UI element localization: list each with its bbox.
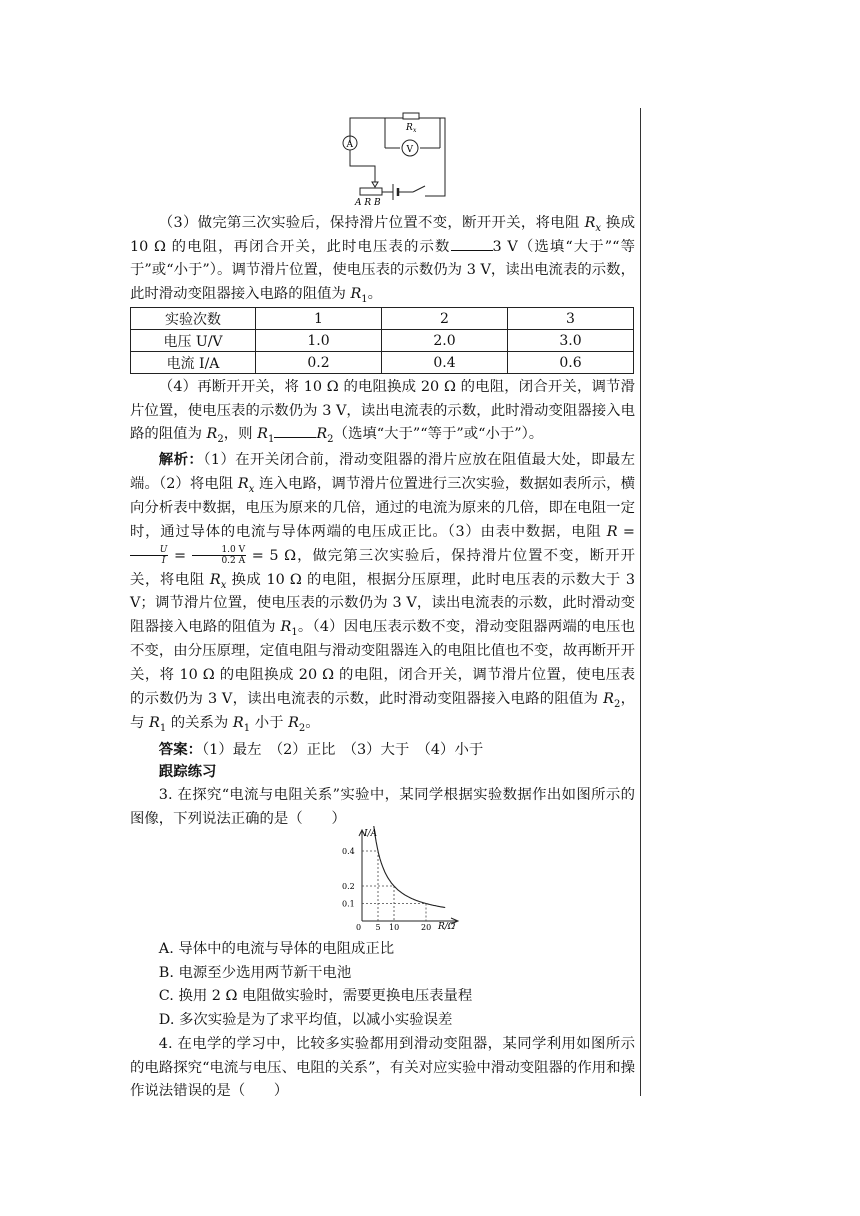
answer-line <box>130 738 635 763</box>
x-axis-label: R/Ω <box>438 922 456 932</box>
rheostat-label: A R B <box>355 198 381 206</box>
table-header-cell: 2 <box>382 308 508 330</box>
table-row <box>131 330 634 352</box>
table-cell: 3.0 <box>508 330 634 352</box>
table-header-cell: 1 <box>256 308 382 330</box>
y-tick-label: 0.4 <box>342 847 355 856</box>
option-b[interactable]: B. 电源至少选用两节新干电池 <box>158 964 352 981</box>
answer-blank[interactable] <box>451 236 493 251</box>
ammeter-label: A <box>346 140 353 150</box>
page-divider-line <box>640 108 641 1096</box>
q3-part4-paragraph: （4）再断开开关，将 10 Ω 的电阻换成 20 Ω 的电阻，闭合开关，调节滑片位置，使电压表的示数仍为 3 V，读出电流表的示数，此时滑动变阻器接入电路的阻值为 $R_2$，则 $R_1$ $R_2$（选填“大于”“等于”或“小于”）。 <box>130 379 635 445</box>
option-d[interactable]: D. 多次实验是为了求平均值，以减小实验误差 <box>158 1011 453 1028</box>
rx-label: R <box>406 123 413 133</box>
analysis-paragraph: 解析：（1）在开关闭合前，滑动变阻器的滑片应放在阻值最大处，即最左端。（2）将电阻 $R_x$ 连入电路，调节滑片位置进行三次实验，数据如表所示，横向分析表中数据，电压为原来的几倍，通过的电流为原来的几倍，即在电阻一定时，通过导体的电流与导体两端的电压成正比。（3）由表中数据，电阻 R = $\frac{U}{I}$ = $\frac{1.0 V}{0.2 A}$ = 5 Ω，做完第三次实验后，保持滑片位置不变，断开开关，将电阻 $R_x$ 换成 10 Ω 的电阻，根据分压原理，此时电压表的示数大于 3 V；调节滑片位置，使电压表的示数仍为 3 V，读出电流表的示数，此时滑动变阻器接入电路的阻值为 $R_1$。（4）因电压表示数不变，滑动变阻器两端的电压也不变，由分压原理，定值电阻与滑动变阻器连入的电阻比值也不变，故再断开开关，将 10 Ω 的电阻换成 20 Ω 的电阻，闭合开关，调节滑片位置，使电压表的示数仍为 3 V，读出电流表的示数，此时滑动变阻器接入电路的阻值为 $R_2$，与 $R_1$ 的关系为 $R_1$ 小于 $R_2$。 <box>130 451 636 734</box>
experiment-data-table <box>130 307 634 374</box>
option-c[interactable]: C. 换用 2 Ω 电阻做实验时，需要更换电压表量程 <box>158 988 473 1004</box>
fraction: $\frac{U}{I}$ <box>130 545 168 566</box>
table-cell: 0.6 <box>508 352 634 374</box>
fraction: $\frac{1.0 V}{0.2 A}$ <box>192 545 246 566</box>
question-3-stem: 3. 在探究“电流与电阻关系”实验中，某同学根据实验数据作出如图所示的图像，下列说法正确的是（ ） <box>130 787 635 827</box>
question-4-stem: 4. 在电学的学习中，比较多实验都用到滑动变阻器，某同学利用如图所示的电路探究“电流与电压、电阻的关系”，有关对应实验中滑动变阻器的作用和操作说法错误的是（ ） <box>130 1036 635 1099</box>
curve-line <box>374 826 446 908</box>
table-header-cell: 3 <box>508 308 634 330</box>
q3-part3-paragraph: （3）做完第三次实验后，保持滑片位置不变，断开开关，将电阻 $R_x$ 换成 10 Ω 的电阻，再闭合开关，此时电压表的示数 3 V（选填“大于”“等于”或“小于”）。调节滑片位置，使电压表的示数仍为 3 V，读出电流表的示数，此时滑动变阻器接入电路的阻值为 $R_1$。 <box>130 215 636 305</box>
rx-sub-label: x <box>413 127 417 134</box>
answer-text: （1）最左 （2）正比 （3）大于 （4）小于 <box>201 742 484 758</box>
option-a[interactable]: A. 导体中的电流与导体的电阻成正比 <box>158 941 395 957</box>
circuit-diagram <box>335 108 460 206</box>
y-tick-label: 0.1 <box>342 899 355 909</box>
y-axis-label: I/A <box>364 829 378 839</box>
current-resistance-graph <box>322 826 472 934</box>
section-title: 跟踪练习 <box>158 763 217 780</box>
y-tick-label: 0.2 <box>342 882 355 891</box>
table-row-label: 电压 U/V <box>131 330 256 352</box>
x-tick-label: 10 <box>389 923 400 932</box>
voltmeter-label: V <box>406 145 413 155</box>
table-row-label: 电流 I/A <box>131 352 256 374</box>
analysis-label: 解析： <box>158 451 204 468</box>
table-header-cell: 实验次数 <box>131 308 256 330</box>
table-cell: 2.0 <box>382 330 508 352</box>
question-3-options <box>130 938 635 1032</box>
table-row <box>131 352 634 374</box>
table-cell: 0.2 <box>256 352 382 374</box>
answer-label: 答案： <box>158 741 202 758</box>
table-cell: 0.4 <box>382 352 508 374</box>
table-header-row <box>131 308 634 330</box>
x-tick-label: 5 <box>375 923 381 932</box>
table-cell: 1.0 <box>256 330 382 352</box>
origin-label: 0 <box>356 923 362 932</box>
x-tick-label: 20 <box>421 923 432 932</box>
answer-blank[interactable] <box>274 423 316 438</box>
